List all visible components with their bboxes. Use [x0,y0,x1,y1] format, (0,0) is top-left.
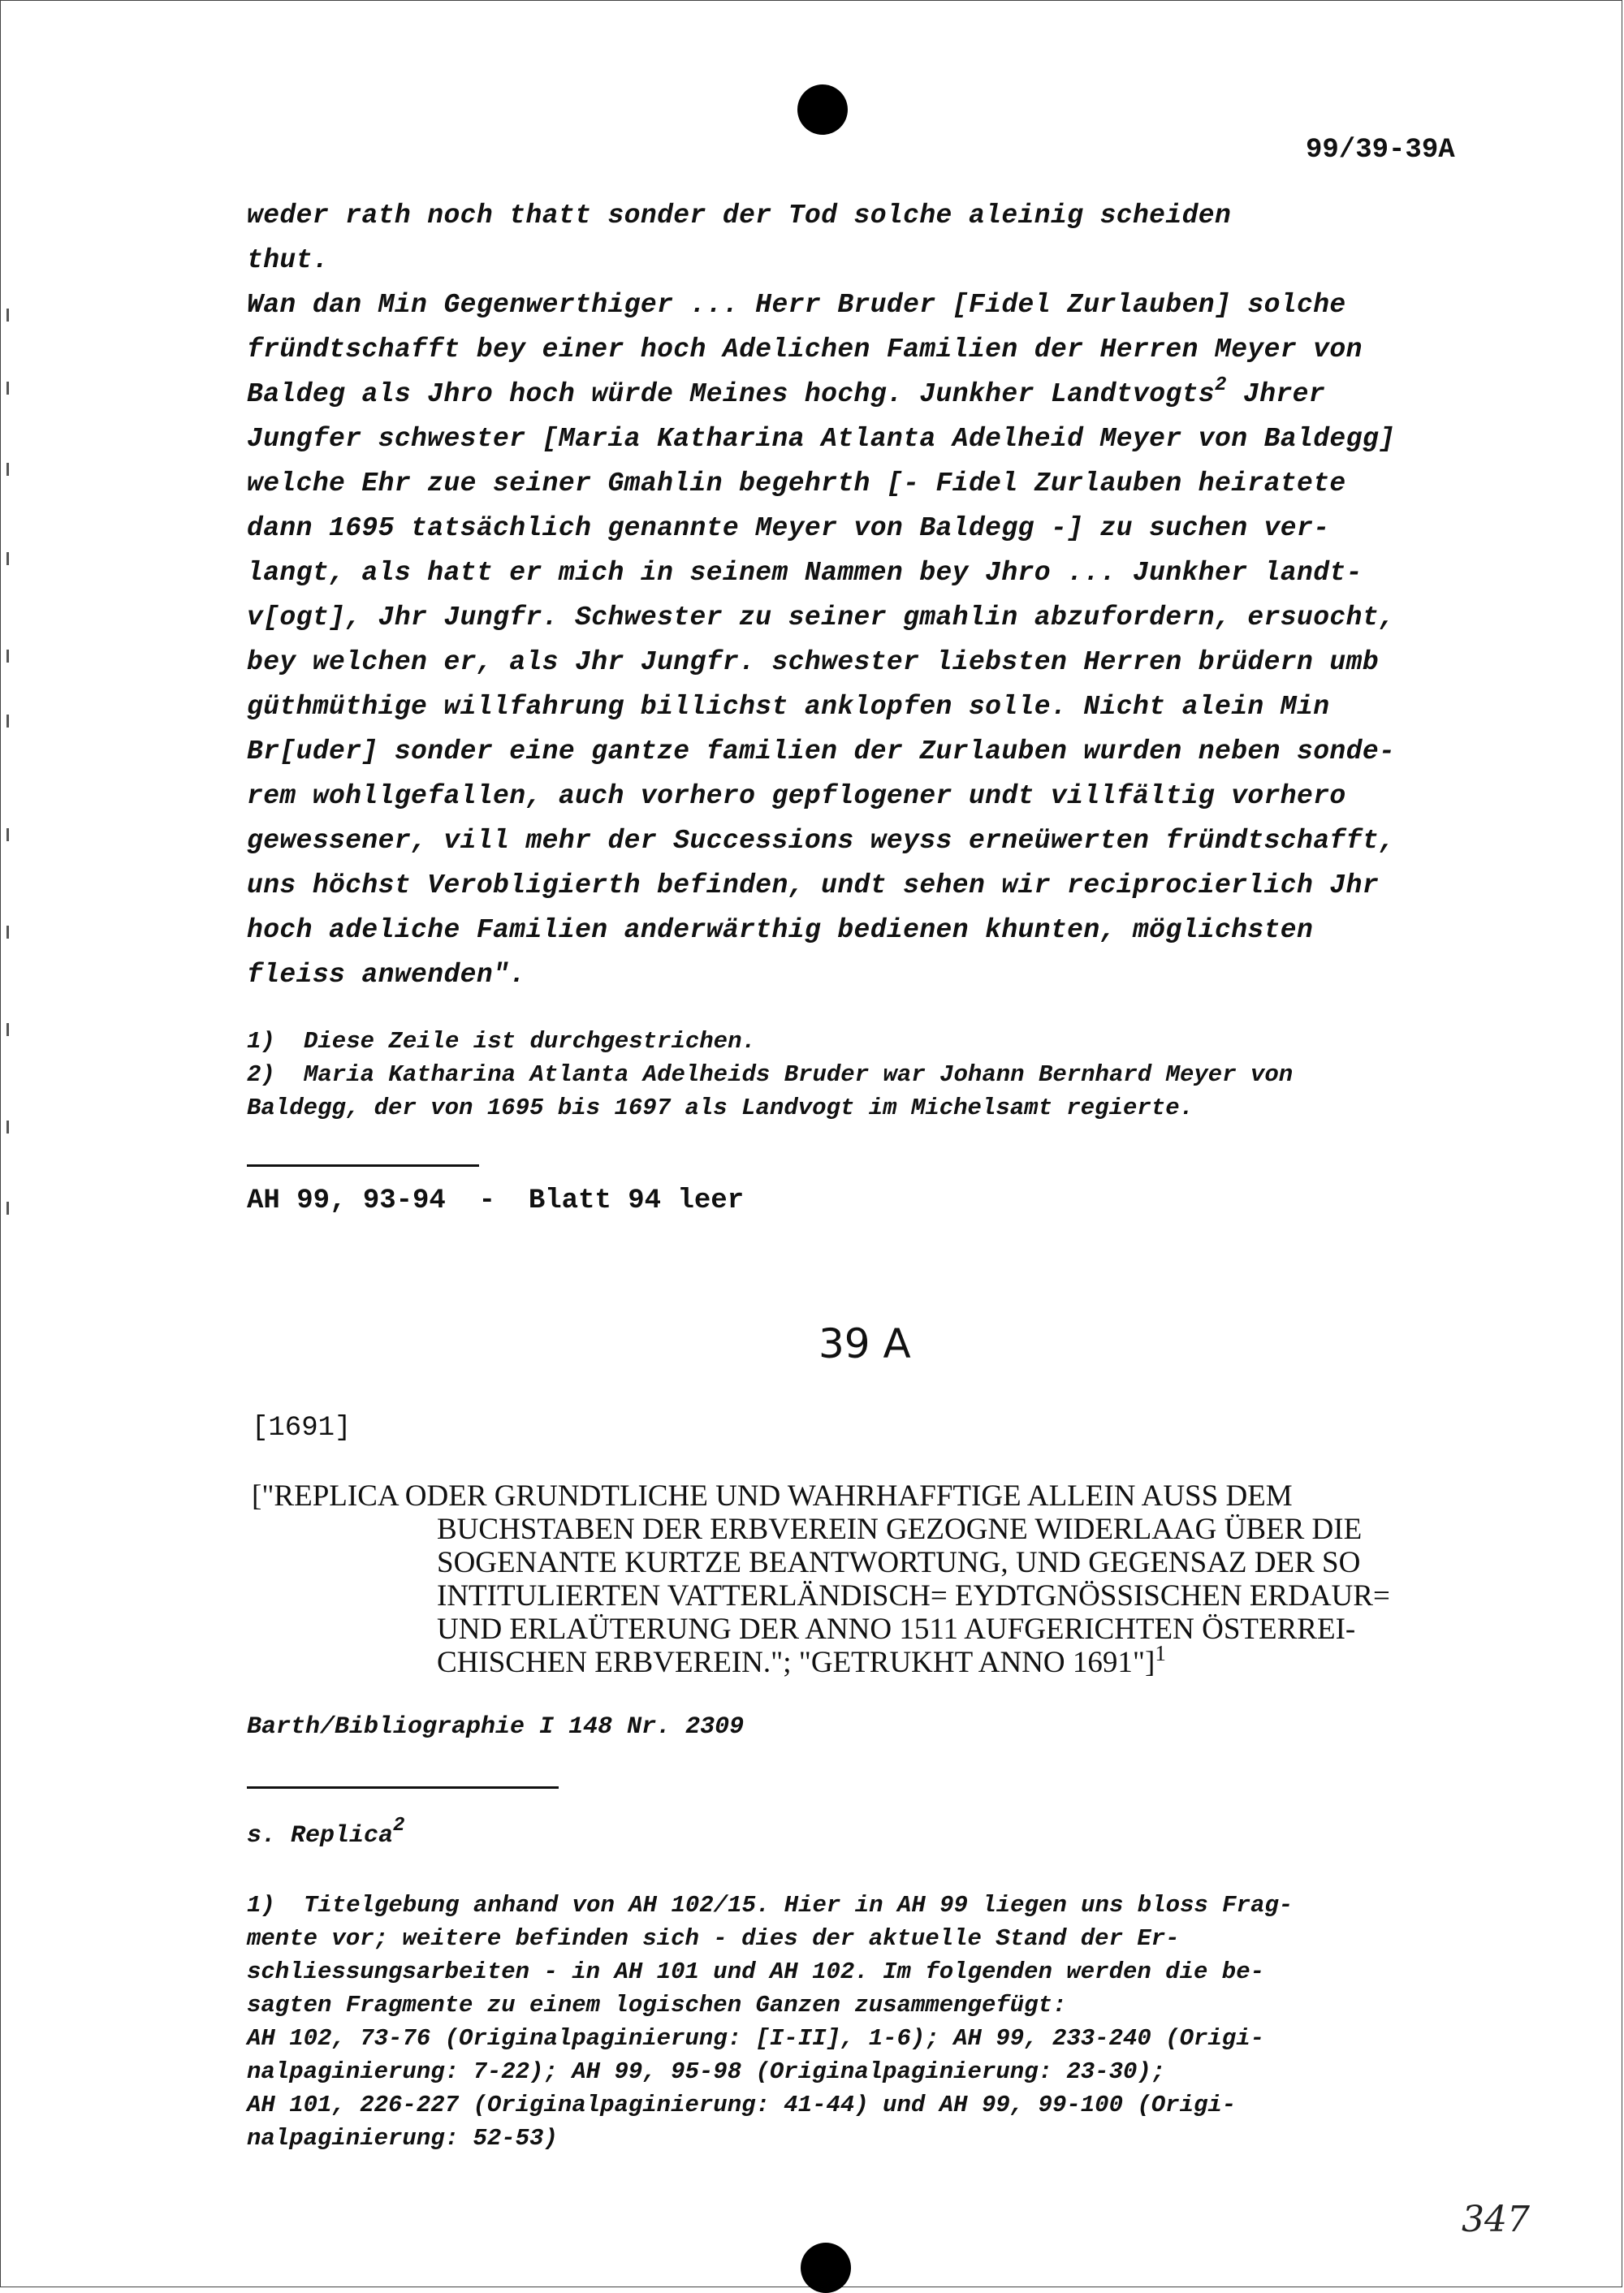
text-run: Br[uder] sonder eine gantze familien der Zurlauben wurden neben sonde- [247,736,1396,766]
footnote-separator-rule [247,1786,559,1789]
text-line [247,774,1514,818]
text-run: bey welchen er, als Jhr Jungfr. schwester liebsten Herren brüdern umb [247,647,1380,677]
footnote-mark: 2 [1215,374,1227,396]
text-line [247,417,1514,461]
bold-name: Baldeg [247,379,346,409]
handwritten-folio-number: 347 [1462,2199,1530,2240]
footnote-number: 1) [247,1028,275,1055]
footnote-line [247,1989,1546,2022]
text-line [247,506,1514,551]
title-line [252,1613,1390,1646]
title-text: ["REPLICA ODER GRUNDTLICHE UND WAHRHAFFTIGE ALLEIN AUSS DEM [252,1479,1293,1513]
text-run: hoch adeliche Familien anderwärthig bedienen khunten, möglichsten [247,915,1314,945]
title-line [252,1579,1390,1613]
footnotes-first-section [247,1025,1514,1125]
see-also-reference [247,1815,405,1850]
footnote-number: 2) [247,1061,275,1088]
text-run: Diese Zeile ist durchgestrichen. [304,1028,756,1055]
text-run: dann 1695 tatsächlich genannte Meyer von Baldegg -] zu suchen ver- [247,513,1330,543]
footnote-line [247,1889,1546,1922]
text-run: fleiss anwenden". [247,960,526,990]
bold-name: Meyer von [1215,335,1363,365]
text-run: rem wohllgefallen, auch vorhero gepflogener undt villfältig vorhero [247,781,1346,811]
text-run: langt, als hatt er mich in seinem Nammen bey Jhro ... Junkher landt- [247,558,1363,588]
footnote-text: mente vor; weitere befinden sich - dies der aktuelle Stand der Er- [247,1925,1180,1952]
text-run: Jungfer schwester [Maria Katharina Atlanta Adelheid Meyer von Baldegg] [247,424,1396,454]
footnote-text: AH 101, 226-227 (Originalpaginierung: 41-44) und AH 99, 99-100 (Origi- [247,2092,1237,2118]
text-line [247,461,1514,506]
text-line [247,551,1514,595]
footnote-text: schliessungsarbeiten - in AH 101 und AH 102. Im folgenden werden die be- [247,1958,1265,1985]
footnote-line [247,1955,1546,1989]
bold-name: Baldegg [247,1095,346,1121]
footnote-text: Titelgebung anhand von AH 102/15. Hier in AH 99 liegen uns bloss Frag- [304,1892,1294,1919]
text-run: Jhrer [1226,379,1326,409]
bibliography-reference: Barth/Bibliographie I 148 Nr. 2309 [247,1713,745,1741]
separator-rule [247,1164,479,1167]
title-text: BUCHSTABEN DER ERBVEREIN GEZOGNE WIDERLAAG ÜBER DIE [437,1513,1363,1546]
title-text: UND ERLAÜTERUNG DER ANNO 1511 AUFGERICHTEN ÖSTERREI- [437,1613,1356,1646]
see-also-text: s. Replica [247,1822,394,1850]
text-line [247,327,1514,372]
text-run: uns höchst Verobligierth befinden, undt sehen wir reciprocierlich Jhr [247,870,1380,900]
title-line [252,1479,1390,1513]
text-line [247,372,1514,417]
text-line [247,908,1514,952]
date-label: [1691] [252,1413,352,1444]
text-line [247,595,1514,640]
footnote-text: nalpaginierung: 7-22); AH 99, 95-98 (Originalpaginierung: 23-30); [247,2058,1166,2085]
footnote-text: sagten Fragmente zu einem logischen Ganzen zusammengefügt: [247,1992,1067,2019]
text-line [247,640,1514,684]
title-text: INTITULIERTEN VATTERLÄNDISCH= EYDTGNÖSSISCHEN ERDAUR= [437,1579,1390,1613]
footnote-line [247,1058,1514,1091]
archive-source-line: AH 99, 93-94 - Blatt 94 leer [247,1185,745,1216]
document-reference-number: 99/39-39A [1306,135,1455,166]
text-run: Maria Katharina Atlanta Adelheids Bruder war Johann Bernhard [304,1061,1166,1088]
title-line [252,1513,1390,1546]
document-title-block [252,1479,1390,1679]
footnote-mark: 2 [393,1815,405,1837]
text-run: gewessener, vill mehr der Successions weyss erneüwerten fründtschafft, [247,826,1396,856]
text-run: thut. [247,245,330,275]
text-line [247,952,1514,997]
footnote-line [247,2122,1546,2155]
text-run: v[ogt], Jhr Jungfr. Schwester zu seiner gmahlin abzufordern, ersuocht, [247,602,1396,633]
scan-edge-specks [6,309,23,1283]
text-run: Wan dan Min Gegenwerthiger ... Herr Bruder [Fidel Zurlauben] solche [247,290,1346,320]
footnote-number: 1) [247,1892,275,1919]
quoted-letter-text [247,193,1514,997]
text-run: welche Ehr zue seiner Gmahlin begehrth [- Fidel Zurlauben heiratete [247,469,1346,499]
punch-hole-bottom [801,2243,851,2293]
text-line [247,238,1514,283]
text-line [247,684,1514,729]
title-text: SOGENANTE KURTZE BEANTWORTUNG, UND GEGENSAZ DER SO [437,1546,1361,1579]
text-line [247,729,1514,774]
title-line [252,1546,1390,1579]
punch-hole-top [797,84,848,135]
title-text: CHISCHEN ERBVEREIN."; "GETRUKHT ANNO 1691"] [437,1646,1155,1679]
footnote-text: AH 102, 73-76 (Originalpaginierung: [I-II], 1-6); AH 99, 233-240 (Origi- [247,2025,1265,2052]
text-run: güthmüthige willfahrung billichst anklopfen solle. Nicht alein Min [247,692,1330,722]
text-run: fründtschafft bey einer hoch Adelichen Familien der Herren [247,335,1215,365]
title-line [252,1641,1390,1679]
footnote-line [247,1025,1514,1058]
text-line [247,283,1514,327]
bold-name: Meyer von [1165,1061,1294,1088]
text-line [247,193,1514,238]
footnote-line [247,2055,1546,2088]
footnote-text: nalpaginierung: 52-53) [247,2125,558,2152]
footnote-line [247,2088,1546,2122]
footnotes-second-section [247,1889,1546,2155]
footnote-line [247,1091,1514,1125]
section-heading: 39 A [818,1320,911,1367]
text-run: weder rath noch thatt sonder der Tod solche aleinig scheiden [247,201,1232,231]
text-line [247,818,1514,863]
text-line [247,863,1514,908]
text-run: als Jhro hoch würde Meines hochg. Junkher Landtvogts [345,379,1216,409]
footnote-line [247,2022,1546,2055]
footnote-line [247,1922,1546,1955]
footnote-mark: 1 [1155,1641,1166,1665]
text-run: , der von 1695 bis 1697 als Landvogt im Michelsamt regierte. [345,1095,1194,1121]
